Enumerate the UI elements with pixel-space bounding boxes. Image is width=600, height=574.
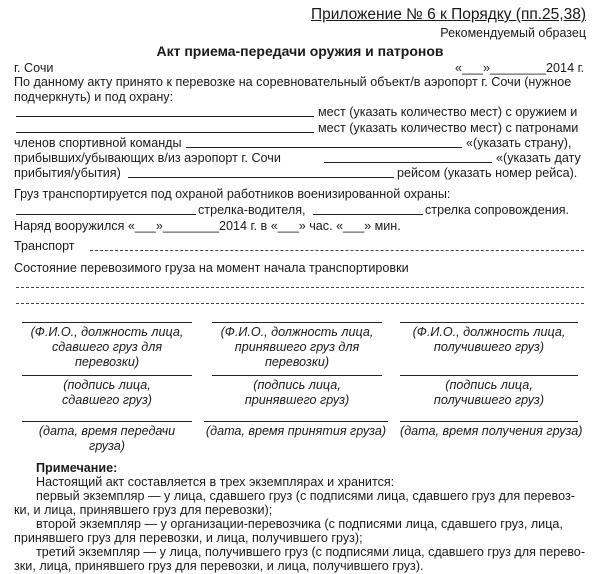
datetime-caption-accept: (дата, время принятия груза) (205, 424, 387, 438)
shooter-escort-field[interactable] (313, 214, 423, 215)
arrival-departure-label: прибытия/убытия) (14, 166, 121, 180)
document-title: Акт приема-передачи оружия и патронов (156, 43, 444, 59)
note-line: первый экземпляр — у лица, сдавшего груз (с подписями лица, сдавшего груз для перевоз- (36, 489, 575, 503)
sign-line-accept[interactable] (212, 375, 382, 376)
city-label: г. Сочи (14, 61, 54, 75)
flight-label: рейсом (указать номер рейса). (397, 166, 578, 180)
sign-caption-handover: (подпись лица, сдавшего груз) (61, 378, 152, 407)
cargo-state-field-2[interactable] (16, 303, 584, 304)
note-line: ки, и лица, принявшего груз для перевозки); (14, 503, 273, 517)
transport-field[interactable] (90, 250, 584, 251)
team-members-label: членов спортивной команды (14, 136, 182, 150)
note-line: второй экземпляр — у организации-перевозчика (с подписями лица, сдавшего груз, лица, (36, 517, 563, 531)
note-line: Настоящий акт составляется в трех экземплярах и хранится: (36, 475, 395, 489)
specify-date-label: «(указать дату (496, 151, 581, 165)
fio-caption-receive: (Ф.И.О., должность лица, получившего груз) (412, 325, 566, 354)
datetime-line-accept[interactable] (204, 421, 388, 422)
note-heading: Примечание: (36, 461, 118, 475)
cargo-state-field-1[interactable] (16, 287, 584, 288)
squad-armed-line: Наряд вооружился «___»________2014 г. в «___» час. «___» мин. (14, 219, 401, 233)
cargo-guard-text: Груз транспортируется под охраной работников военизированной охраны: (14, 187, 451, 201)
appendix-reference: Приложение № 6 к Порядку (пп.25,38) (310, 6, 586, 23)
note-line: зки, лица, принявшего груз для перевозки, и лица, получившего груз). (14, 559, 424, 573)
note-line: третий экземпляр — у лица, получившего груз (с подписями лица, сдавшего груз для перево- (36, 545, 586, 559)
intro-line-1: По данному акту принято к перевозке на соревновательный объект/в аэропорт г. Сочи (нужное (14, 75, 572, 89)
date-line: «___»________2014 г. (455, 61, 585, 75)
datetime-line-handover[interactable] (22, 421, 192, 422)
datetime-line-receive[interactable] (400, 421, 578, 422)
sign-caption-receive: (подпись лица, получившего груз) (433, 378, 545, 407)
fio-line-handover[interactable] (22, 322, 192, 323)
weapons-places-label: мест (указать количество мест) с оружием и (318, 105, 578, 119)
fio-line-receive[interactable] (400, 322, 578, 323)
country-label: «(указать страну), (466, 136, 572, 150)
ammo-places-label: мест (указать количество мест) с патронами (318, 121, 579, 135)
sign-line-handover[interactable] (22, 375, 192, 376)
ammo-places-field[interactable] (16, 132, 314, 133)
date-arrival-field[interactable] (324, 162, 492, 163)
sign-caption-accept: (подпись лица, принявшего груз) (244, 378, 350, 407)
weapons-places-field[interactable] (16, 116, 314, 117)
arriving-label: прибывших/убывающих в/из аэропорт г. Сочи (14, 151, 281, 165)
sign-line-receive[interactable] (400, 375, 578, 376)
fio-caption-accept: (Ф.И.О., должность лица, принявшего груз для перевозки) (220, 325, 374, 369)
shooter-escort-label: стрелка сопровождения. (425, 203, 570, 217)
shooter-driver-field[interactable] (16, 214, 196, 215)
note-line: принявшего груз для перевозки, и лица, получившего груз); (14, 531, 363, 545)
transport-label: Транспорт (14, 239, 75, 253)
flight-field[interactable] (128, 177, 394, 178)
cargo-state-label: Состояние перевозимого груза на момент начала транспортировки (14, 261, 409, 275)
country-field[interactable] (186, 147, 462, 148)
fio-caption-handover: (Ф.И.О., должность лица, сдавшего груз для перевозки) (30, 325, 184, 369)
intro-line-2: подчеркнуть) и под охрану: (14, 90, 174, 104)
shooter-driver-label: стрелка-водителя, (198, 203, 306, 217)
datetime-caption-handover: (дата, время передачи груза) (38, 424, 176, 453)
recommended-sample-label: Рекомендуемый образец (440, 26, 586, 40)
fio-line-accept[interactable] (212, 322, 382, 323)
datetime-caption-receive: (дата, время получения груза) (400, 424, 583, 438)
